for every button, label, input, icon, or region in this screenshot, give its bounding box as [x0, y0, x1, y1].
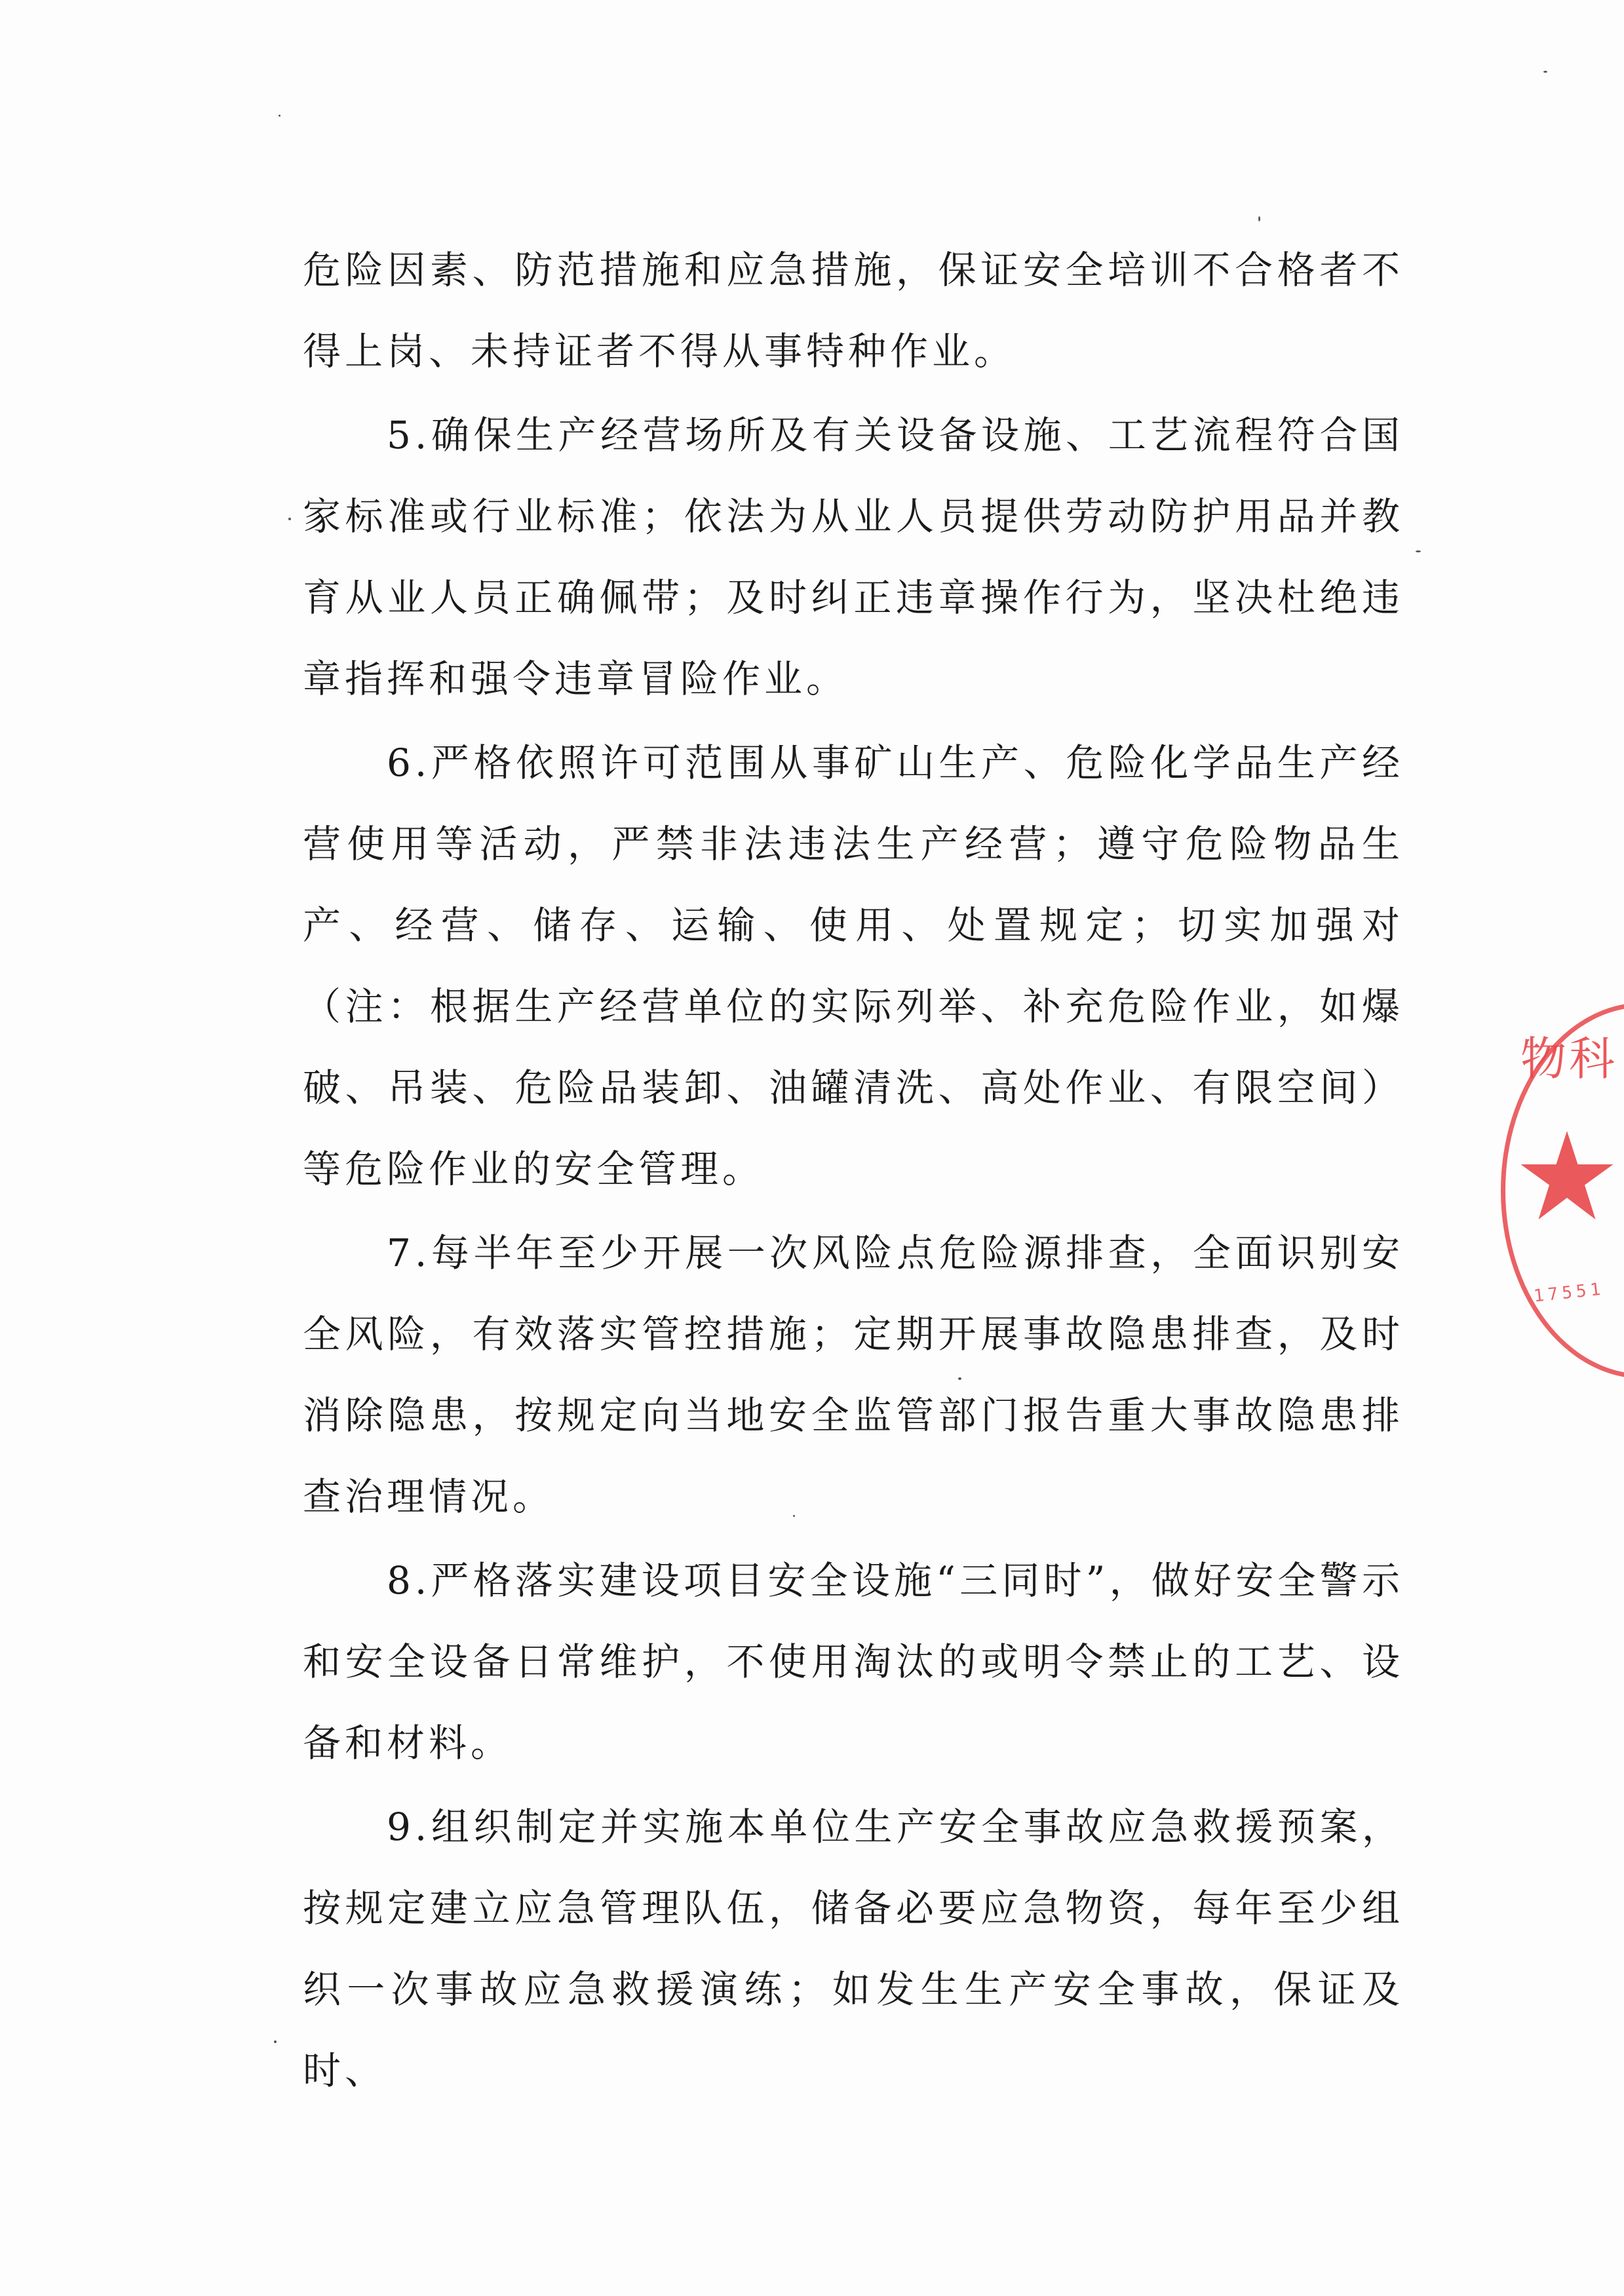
scan-speck	[279, 115, 280, 117]
scan-speck	[1543, 71, 1547, 73]
paragraph-item-4-continued: 危险因素、防范措施和应急措施，保证安全培训不合格者不得上岗、未持证者不得从事特种作业。	[303, 248, 1404, 373]
document-body	[303, 229, 1404, 2111]
scan-speck	[793, 1515, 795, 1517]
scan-speck	[288, 518, 291, 520]
paragraph-item-6: 6.严格依照许可范围从事矿山生产、危险化学品生产经营使用等活动，严禁非法违法生产经营；遵守危险物品生产、经营、储存、运输、使用、处置规定；切实加强对（注：根据生产经营单位的实际列举、补充危险作业，如爆破、吊装、危险品装卸、油罐清洗、高处作业、有限空间）等危险作业的安全管理。	[303, 740, 1404, 1191]
scan-speck	[1416, 550, 1421, 552]
scan-speck	[1258, 216, 1260, 221]
scan-speck	[958, 1377, 961, 1380]
scan-speck	[274, 2040, 277, 2043]
paragraph-item-5: 5.确保生产经营场所及有关设备设施、工艺流程符合国家标准或行业标准；依法为从业人员提供劳动防护用品并教育从业人员正确佩带；及时纠正违章操作行为，坚决杜绝违章指挥和强令违章冒险作业。	[303, 413, 1404, 701]
paragraph-item-8: 8.严格落实建设项目安全设施“三同时”，做好安全警示和安全设备日常维护，不使用淘汰的或明令禁止的工艺、设备和材料。	[303, 1558, 1404, 1765]
seal-number: 17551	[1532, 1279, 1606, 1307]
paragraph-item-7: 7.每半年至少开展一次风险点危险源排查，全面识别安全风险，有效落实管控措施；定期开展事故隐患排查，及时消除隐患，按规定向当地安全监管部门报告重大事故隐患排查治理情况。	[303, 1231, 1404, 1519]
seal-text: 物科	[1520, 1032, 1617, 1086]
seal-star-icon	[1518, 1127, 1616, 1225]
paragraph-item-9: 9.组织制定并实施本单位生产安全事故应急救援预案，按规定建立应急管理队伍，储备必要应急物资，每年至少组织一次事故应急救援演练；如发生生产安全事故，保证及时、	[303, 1805, 1404, 2093]
